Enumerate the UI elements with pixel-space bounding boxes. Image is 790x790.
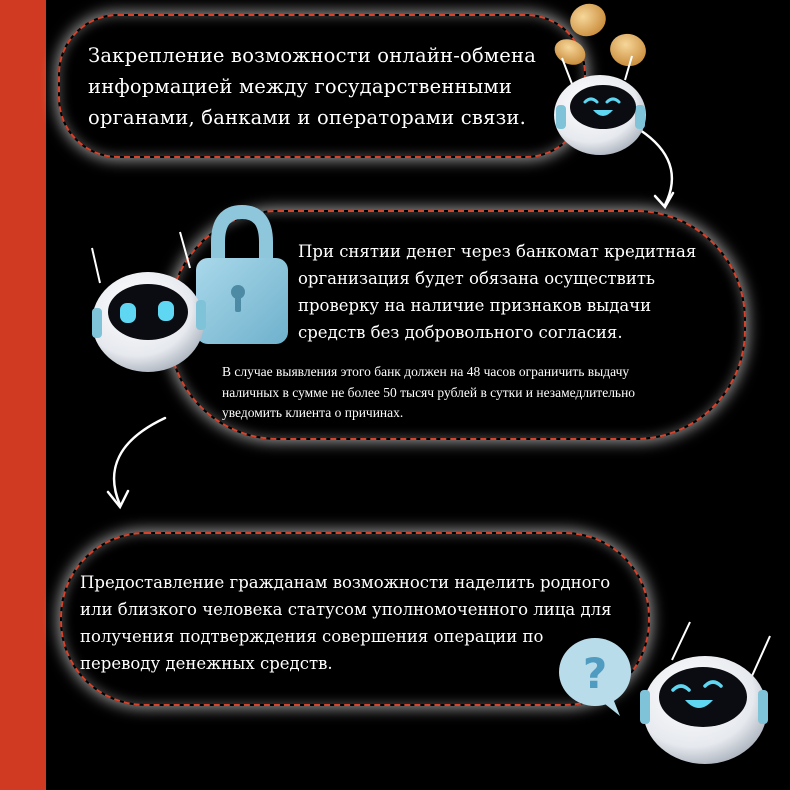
robot-thinking-icon — [640, 622, 770, 764]
robot-icon — [92, 232, 206, 372]
text-line: или близкого человека статусом уполномоченного лица для — [80, 600, 612, 619]
text-line: При снятии денег через банкомат кредитная — [298, 242, 697, 261]
text-line: Закрепление возможности онлайн-обмена — [88, 44, 537, 67]
text-line: органами, банками и операторами связи. — [88, 106, 526, 129]
arrow-icon — [108, 418, 165, 507]
note-line: наличных в сумме не более 50 тысяч рублей в сутки и незамедлительно — [222, 384, 636, 400]
arrow-icon — [640, 130, 673, 207]
text-line: получения подтверждения совершения операции по — [80, 627, 544, 646]
block-1-text — [88, 40, 536, 133]
note-line: В случае выявления этого банк должен на 48 часов ограничить выдачу — [222, 364, 630, 379]
block-2-text — [298, 238, 696, 346]
question-mark: ? — [582, 649, 608, 698]
text-line: организация будет обязана осуществить — [298, 269, 655, 288]
robot-coins-icon — [554, 56, 646, 155]
text-line: информацией между государственными — [88, 75, 513, 98]
text-line: Предоставление гражданам возможности наделить родного — [80, 573, 611, 592]
text-line: средств без добровольного согласия. — [298, 323, 623, 342]
coins-icon — [550, 0, 649, 70]
padlock-icon — [196, 212, 288, 344]
block-2-note — [222, 362, 635, 424]
block-3-text — [80, 569, 612, 677]
text-line: проверку на наличие признаков выдачи — [298, 296, 652, 315]
note-line: уведомить клиента о причинах. — [222, 405, 404, 420]
text-line: переводу денежных средств. — [80, 654, 333, 673]
